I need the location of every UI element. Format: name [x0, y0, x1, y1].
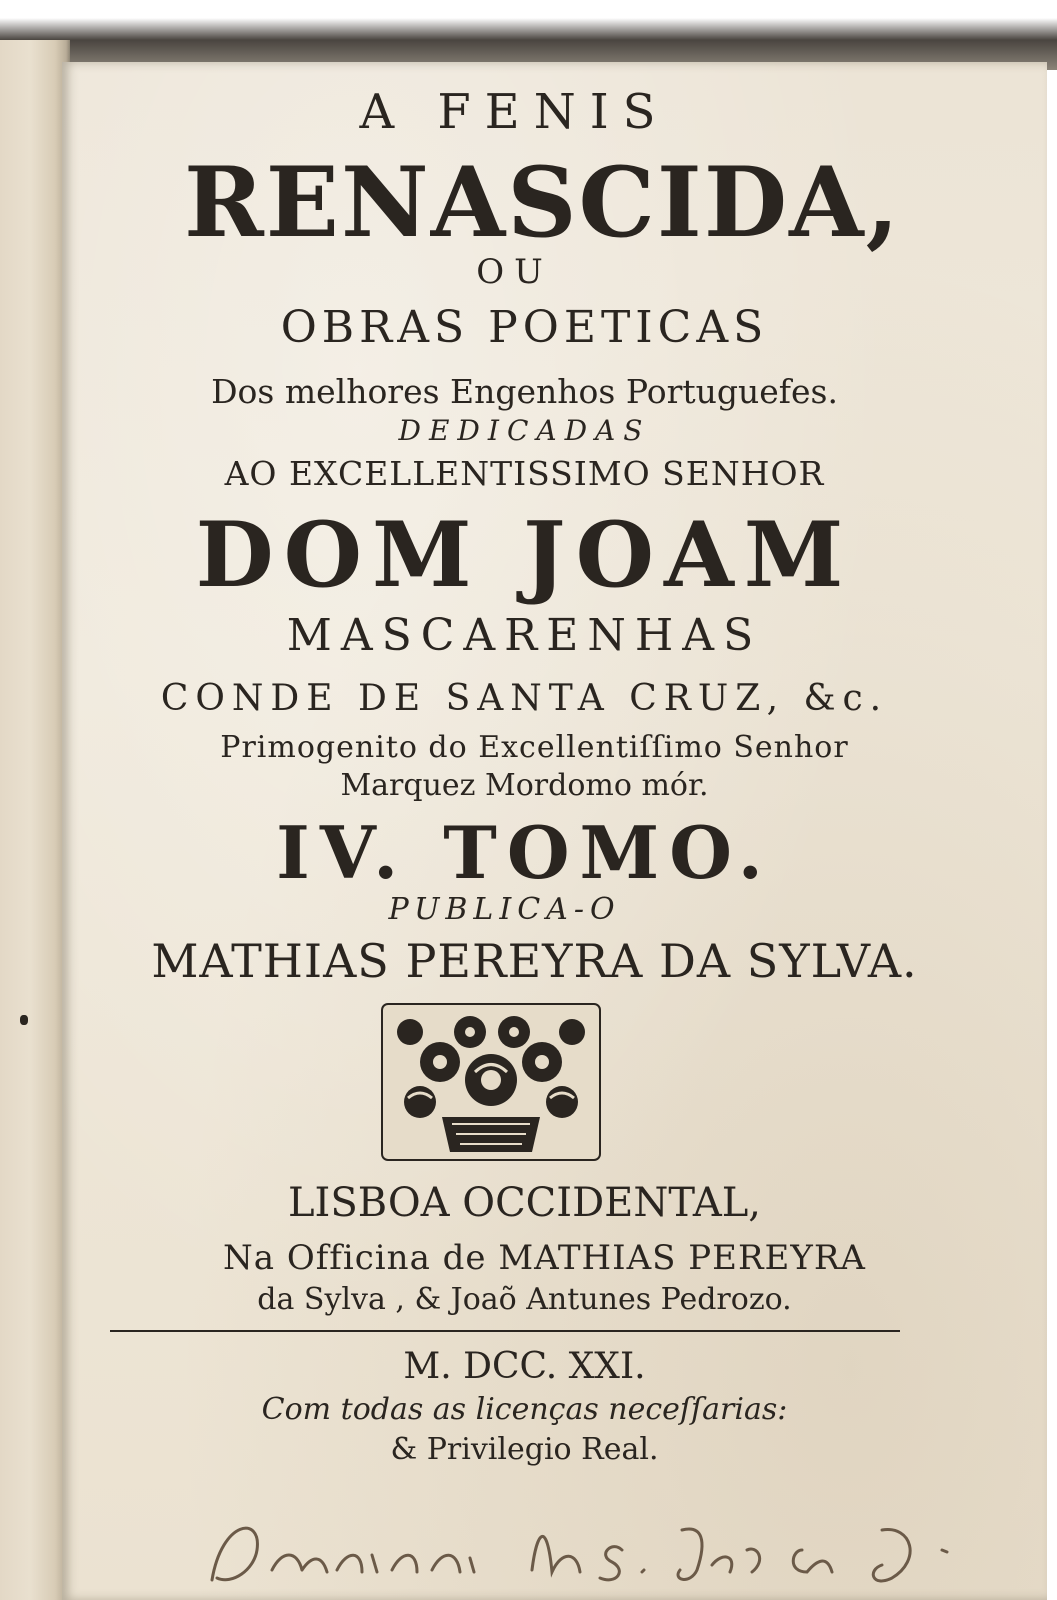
title-line-ou: OU	[476, 252, 553, 292]
title-line-renascida: RENASCIDA,	[184, 146, 901, 259]
imprint-privilegio: & Privilegio Real.	[390, 1432, 659, 1467]
title-line-a-fenis: A FENIS	[359, 84, 670, 140]
ink-spot	[20, 1015, 28, 1025]
title-line-mascarenhas: MASCARENHAS	[286, 610, 763, 661]
imprint-printers: da Sylva , & Joaõ Antunes Pedrozo.	[257, 1282, 792, 1317]
title-line-obras-poeticas: OBRAS POETICAS	[280, 302, 769, 353]
imprint-lisboa: LISBOA OCCIDENTAL,	[287, 1180, 762, 1226]
title-line-engenhos: Dos melhores Engenhos Portuguefes.	[211, 372, 838, 411]
handwritten-inscription	[202, 1510, 962, 1600]
title-line-mathias: MATHIAS PEREYRA DA SYLVA.	[151, 934, 918, 988]
title-line-conde: CONDE DE SANTA CRUZ, &c.	[160, 678, 889, 719]
title-line-primogenito: Primogenito do Excellentiſſimo Senhor	[220, 730, 849, 765]
title-line-dom-joam: DOM JOAM	[195, 502, 854, 608]
title-line-dedicadas: DEDICADAS	[398, 414, 651, 447]
imprint-licences: Com todas as licenças neceſſarias:	[261, 1392, 788, 1427]
title-line-ao-excellentissimo: AO EXCELLENTISSIMO SENHOR	[224, 454, 825, 493]
imprint-date: M. DCC. XXI.	[403, 1346, 646, 1387]
title-line-tomo: IV. TOMO.	[276, 810, 773, 895]
title-page	[62, 62, 1047, 1600]
title-line-publica: PUBLICA-O	[388, 892, 621, 927]
title-line-marquez: Marquez Mordomo mór.	[340, 768, 709, 803]
scan-shadow-band	[0, 0, 1057, 70]
imprint-rule	[110, 1330, 900, 1332]
floral-basket-ornament-icon	[380, 1002, 602, 1162]
inscription-text	[62, 62, 63, 63]
imprint-officina: Na Officina de MATHIAS PEREYRA	[223, 1238, 866, 1278]
